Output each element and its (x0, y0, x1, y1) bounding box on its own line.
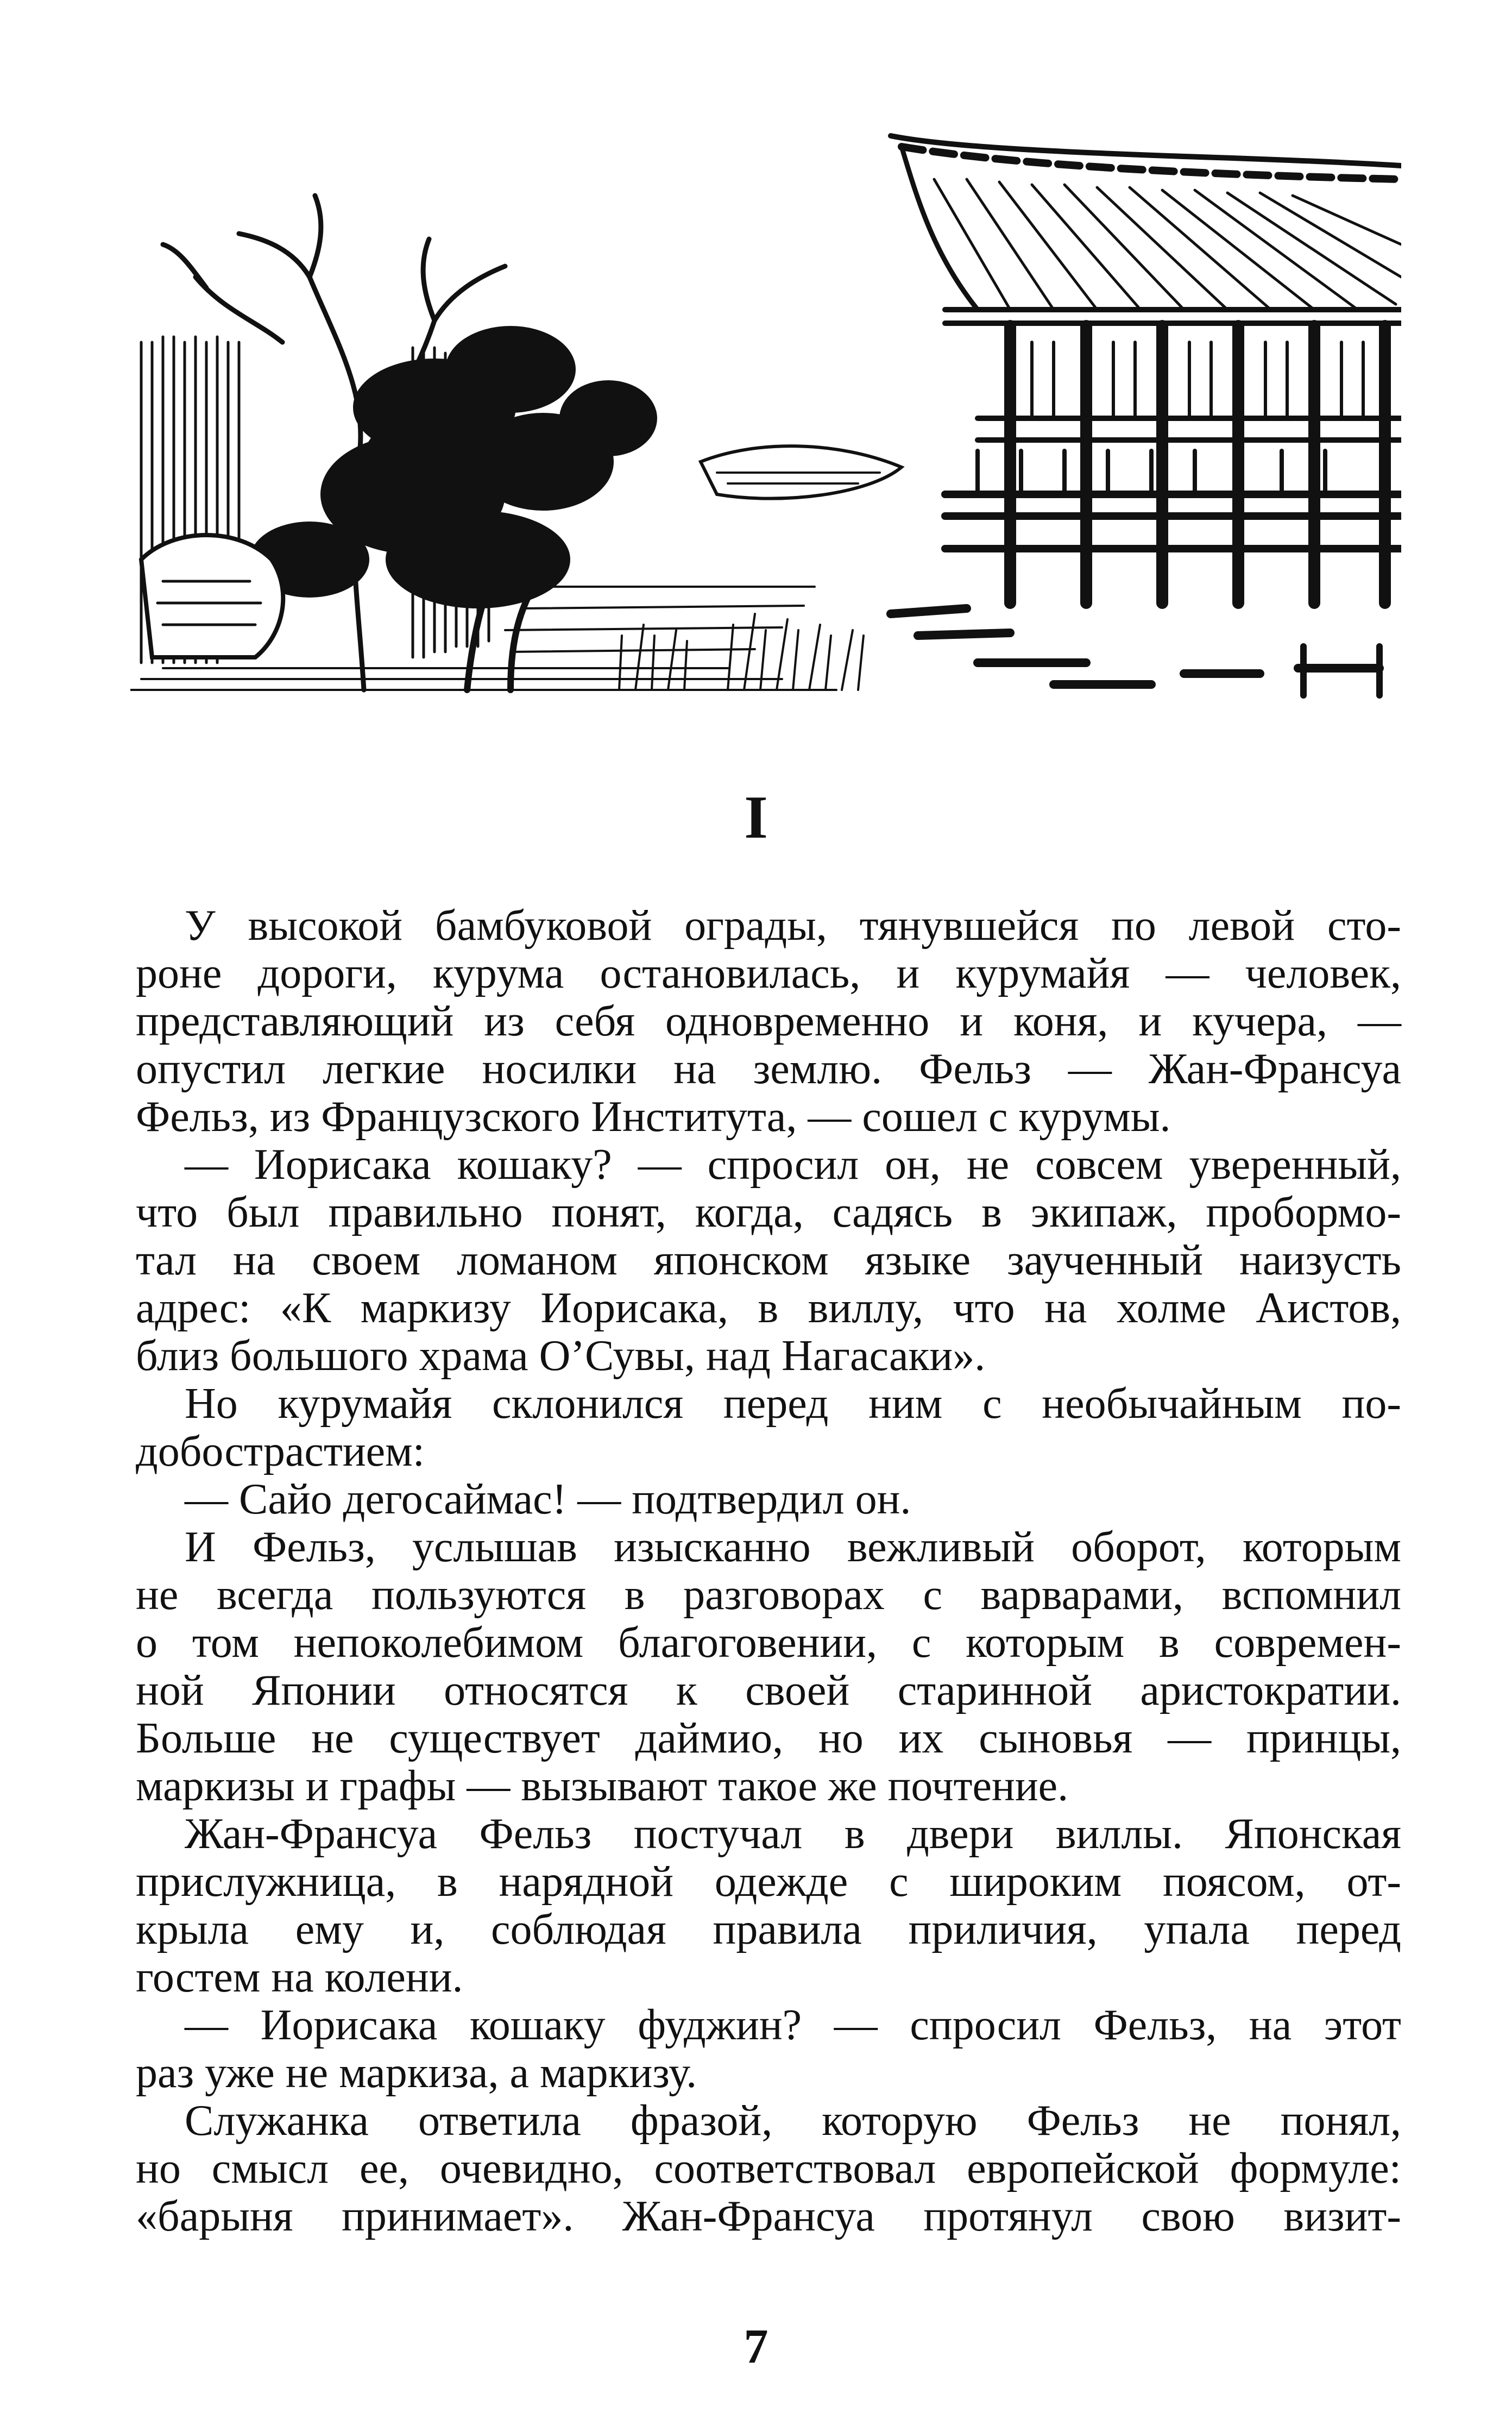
text-line: о том непоколебимом благоговении, с которым в современ- (136, 1619, 1401, 1667)
text-line: не всегда пользуются в разговорах с варварами, вспомнил (136, 1571, 1401, 1619)
text-line: Больше не существует даймио, но их сыновья — принцы, (136, 1714, 1401, 1762)
paragraph (136, 2097, 1401, 2240)
text-line: И Фельз, услышав изысканно вежливый оборот, которым (185, 1523, 1401, 1571)
text-line: ной Японии относятся к своей старинной аристократии. (136, 1667, 1401, 1714)
text-line: близ большого храма О’Сувы, над Нагасаки». (136, 1332, 986, 1380)
text-line: У высокой бамбуковой ограды, тянувшейся по левой сто- (185, 902, 1401, 950)
text-line: крыла ему и, соблюдая правила приличия, упала перед (136, 1906, 1401, 1953)
pavilion-structure (945, 326, 1401, 603)
text-line: Фельз, из Французского Института, — сошел с курумы. (136, 1093, 1171, 1141)
paragraph (136, 2001, 1401, 2097)
chapter-numeral: I (744, 784, 768, 851)
paragraph (136, 902, 1401, 1141)
text-line: адрес: «К маркизу Иорисака, в виллу, что на холме Аистов, (136, 1284, 1401, 1332)
page-number: 7 (744, 2320, 768, 2373)
text-line: опустил легкие носилки на землю. Фельз — Жан-Франсуа (136, 1045, 1401, 1093)
stone-steps (891, 608, 1379, 695)
pavilion-roof (891, 136, 1401, 323)
text-line: «барыня принимает». Жан-Франсуа протянул свою визит- (136, 2192, 1401, 2240)
paragraph (136, 1523, 1401, 1810)
text-line: Но курумайя склонился перед ним с необычайным по- (185, 1380, 1401, 1428)
text-line: но смысл ее, очевидно, соответствовал европейской формуле: (136, 2145, 1401, 2192)
text-line: представляющий из себя одновременно и коня, и кучера, — (136, 997, 1401, 1045)
text-line: — Иорисака кошаку? — спросил он, не совсем уверенный, (185, 1141, 1401, 1189)
text-line: добострастием: (136, 1428, 425, 1475)
paragraph (136, 1475, 1401, 1523)
chapter-text (136, 902, 1401, 2240)
text-line: роне дороги, курума остановилась, и курумайя — человек, (136, 950, 1401, 997)
tree-foliage (250, 326, 657, 608)
text-line: Служанка ответила фразой, которую Фельз не понял, (185, 2097, 1401, 2145)
text-line: маркизы и графы — вызывают такое же почтение. (136, 1762, 1069, 1810)
paragraph (136, 1380, 1401, 1475)
text-line: тал на своем ломаном японском языке заученный наизусть (136, 1236, 1401, 1284)
paragraph (136, 1141, 1401, 1380)
text-line: Жан-Франсуа Фельз постучал в двери виллы. Японская (185, 1810, 1401, 1858)
paragraph (136, 1810, 1401, 2001)
text-line: гостем на колени. (136, 1953, 463, 2001)
rock (141, 535, 283, 657)
text-line: — Иорисака кошаку фуджин? — спросил Фельз, на этот (185, 2001, 1401, 2049)
text-line: раз уже не маркиза, а маркизу. (136, 2049, 697, 2097)
text-line: прислужница, в нарядной одежде с широким поясом, от- (136, 1858, 1401, 1906)
text-line: что был правильно понят, когда, садясь в экипаж, пробормо- (136, 1189, 1401, 1236)
text-line: — Сайо дегосаймас! — подтвердил он. (185, 1475, 911, 1523)
japanese-pavilion-garden-illustration (130, 114, 1401, 701)
